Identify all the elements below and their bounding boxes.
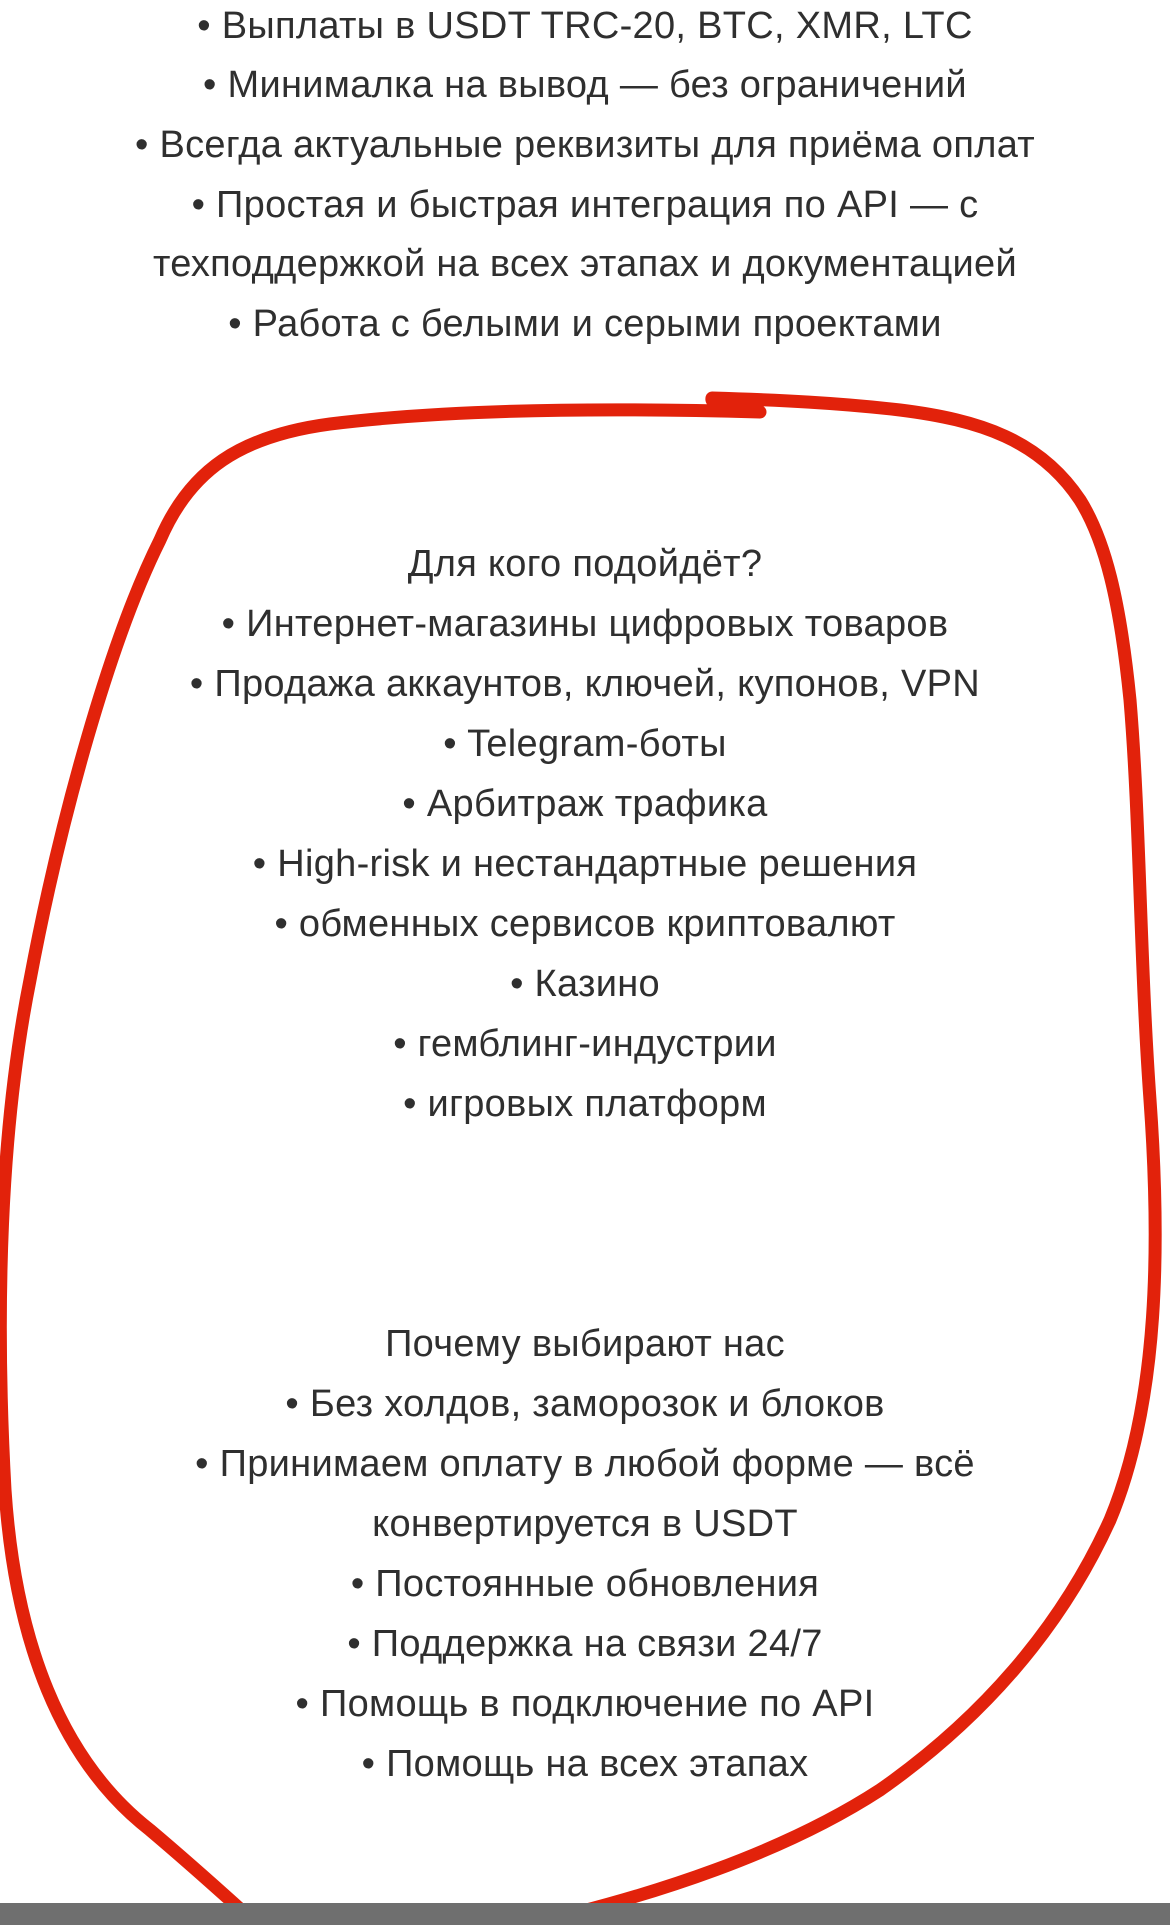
audience-item: • Продажа аккаунтов, ключей, купонов, VPN: [189, 663, 981, 705]
features-item: • Работа с белыми и серыми проектами: [228, 303, 942, 345]
audience-item: • High-risk и нестандартные решения: [252, 843, 918, 885]
features-item: • Простая и быстрая интеграция по API — с: [191, 184, 979, 226]
features-item: • Минималка на вывод — без ограничений: [203, 64, 967, 106]
audience-item: • обменных сервисов криптовалют: [274, 903, 896, 945]
why-us-item: конвертируется в USDT: [372, 1503, 798, 1545]
audience-title: Для кого подойдёт?: [407, 543, 763, 585]
audience-item: • Интернет-магазины цифровых товаров: [221, 603, 949, 645]
audience-item: • Казино: [510, 963, 660, 1005]
bottom-bar: [0, 1903, 1170, 1925]
why-us-item: • Без холдов, заморозок и блоков: [285, 1383, 885, 1425]
why-us-item: • Постоянные обновления: [350, 1563, 820, 1605]
features-item: • Выплаты в USDT TRC-20, BTC, XMR, LTC: [197, 5, 973, 47]
audience-item: • Арбитраж трафика: [402, 783, 768, 825]
features-item: • Всегда актуальные реквизиты для приёма оплат: [134, 124, 1036, 166]
why-us-item: • Помощь на всех этапах: [361, 1743, 809, 1785]
why-us-item: • Поддержка на связи 24/7: [347, 1623, 823, 1665]
audience-item: • игровых платформ: [403, 1083, 767, 1125]
why-us-item: • Принимаем оплату в любой форме — всё: [195, 1443, 975, 1485]
audience-item: • гемблинг-индустрии: [393, 1023, 777, 1065]
audience-item: • Telegram-боты: [443, 723, 727, 765]
features-item: техподдержкой на всех этапах и документацией: [152, 243, 1017, 285]
why-us-title: Почему выбирают нас: [385, 1323, 785, 1365]
why-us-item: • Помощь в подключение по API: [295, 1683, 875, 1725]
